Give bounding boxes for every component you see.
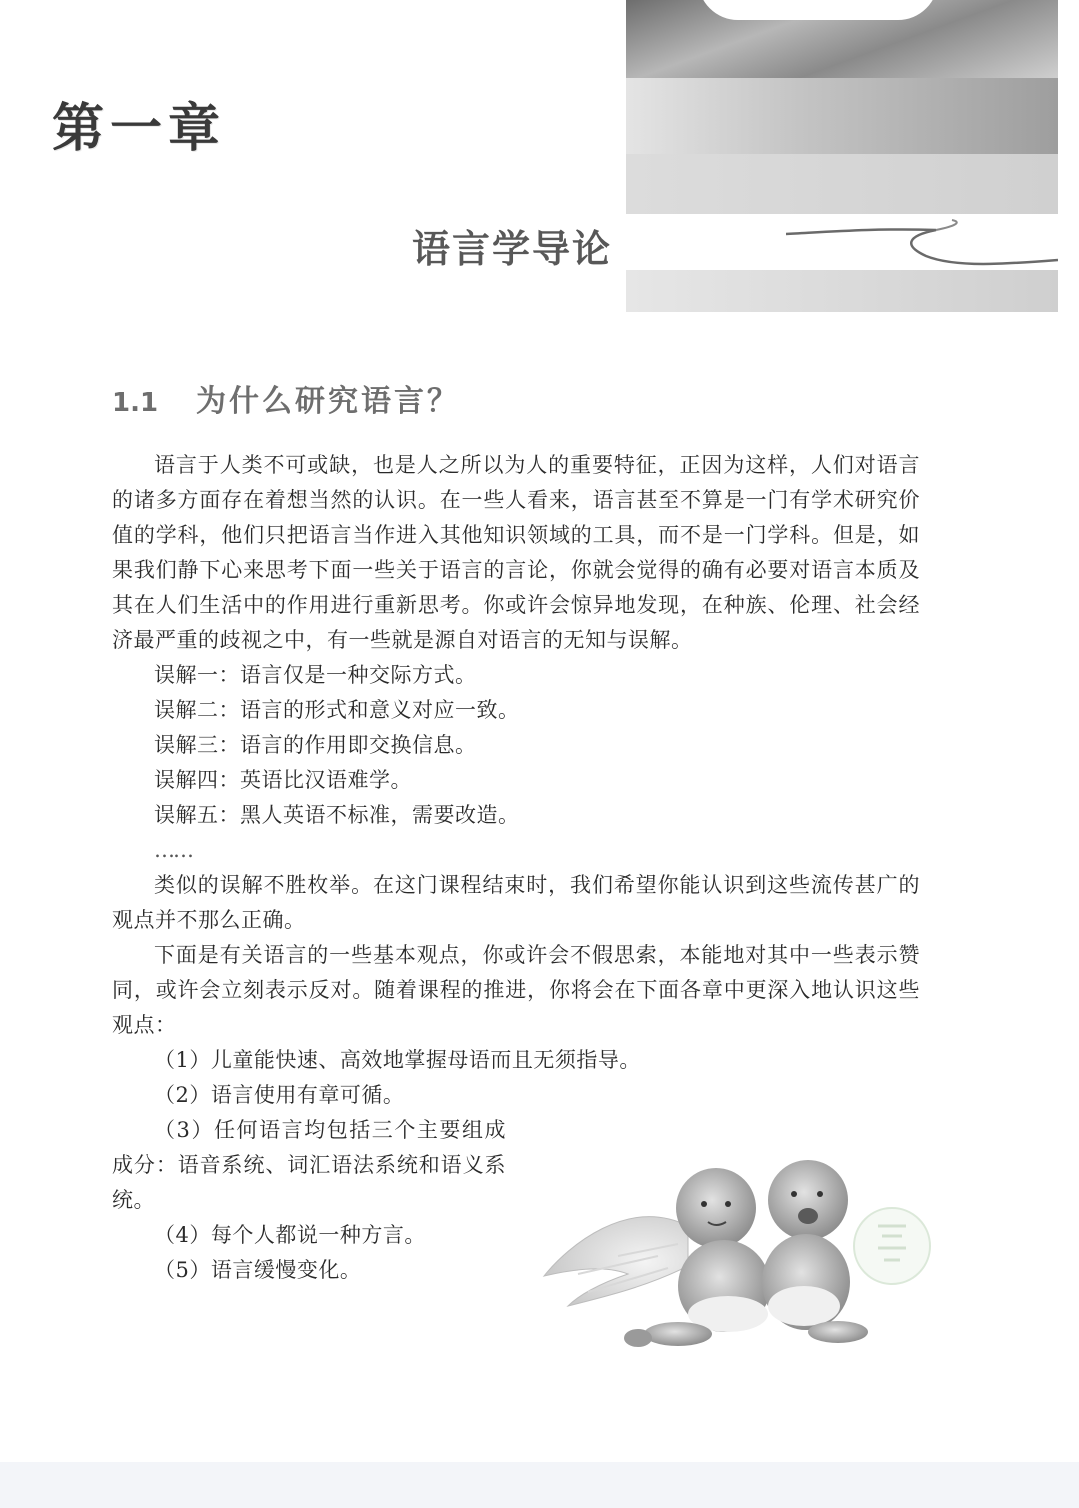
section-number: 1.1 <box>112 388 159 418</box>
section-title: 为什么研究语言？ <box>196 384 460 419</box>
decorative-swoosh <box>786 216 1058 272</box>
viewpoint-item: （2）语言使用有章可循。 <box>154 1083 405 1107</box>
baby-1-leg <box>644 1322 712 1346</box>
intro-paragraph: 语言于人类不可或缺，也是人之所以为人的重要特征，正因为这样，人们对语言的诸多方面存在着想当然的认识。在一些人看来，语言甚至不算是一门有学术研究价值的学科，他们只把语言当作进入其他知识领域的工具，而不是一门学科。但是，如果我们静下心来思考下面一些关于语言的言论，你就会觉得的确有必要对语言本质及其在人们生活中的作用进行重新思考。你或许会惊异地发现，在种族、伦理、社会经济最严重的歧视之中，有一些就是源自对语言的无知与误解。 <box>112 453 920 652</box>
section-heading <box>112 376 460 420</box>
page-footer-strip <box>0 1462 1079 1508</box>
viewpoint-item: （1）儿童能快速、高效地掌握母语而且无须指导。 <box>154 1048 641 1072</box>
baby-1-head <box>676 1168 756 1248</box>
header-foot-band <box>626 270 1058 312</box>
header-photo-strip <box>626 0 1058 78</box>
chapter-label-band <box>626 78 1058 154</box>
misconception-item: 误解二：语言的形式和意义对应一致。 <box>154 698 520 722</box>
viewpoint-item: （3）任何语言均包括三个主要组成成分：语音系统、词汇语法系统和语义系统。 <box>112 1118 506 1212</box>
misconception-item: 误解五：黑人英语不标准，需要改造。 <box>154 803 520 827</box>
baby-2-head <box>768 1160 848 1240</box>
viewpoints-intro-paragraph: 下面是有关语言的一些基本观点，你或许会不假思索，本能地对其中一些表示赞同，或许会立刻表示反对。随着课程的推进，你将会在下面各章中更深入地认识这些观点： <box>112 943 920 1037</box>
header-mid-band <box>626 154 1058 214</box>
viewpoint-item: （4）每个人都说一种方言。 <box>154 1223 426 1247</box>
chapter-label: 第一章 <box>52 99 227 159</box>
viewpoint-item: （5）语言缓慢变化。 <box>154 1258 362 1282</box>
misconception-item: 误解一：语言仅是一种交际方式。 <box>154 663 477 687</box>
summary-paragraph: 类似的误解不胜枚举。在这门课程结束时，我们希望你能认识到这些流传甚广的观点并不那么正确。 <box>112 873 920 932</box>
header-photo-curve <box>698 0 938 20</box>
baby-2-diaper <box>768 1286 840 1326</box>
misconception-item: 误解四：英语比汉语难学。 <box>154 768 412 792</box>
chapter-title: 语言学导论 <box>412 227 613 271</box>
babies-illustration <box>538 1156 938 1356</box>
watermark-badge <box>854 1208 930 1284</box>
baby-2-leg <box>808 1321 868 1343</box>
list-ellipsis: …… <box>154 838 192 862</box>
misconception-item: 误解三：语言的作用即交换信息。 <box>154 733 477 757</box>
angel-wing <box>544 1217 688 1306</box>
baby-1-foot <box>624 1329 652 1347</box>
